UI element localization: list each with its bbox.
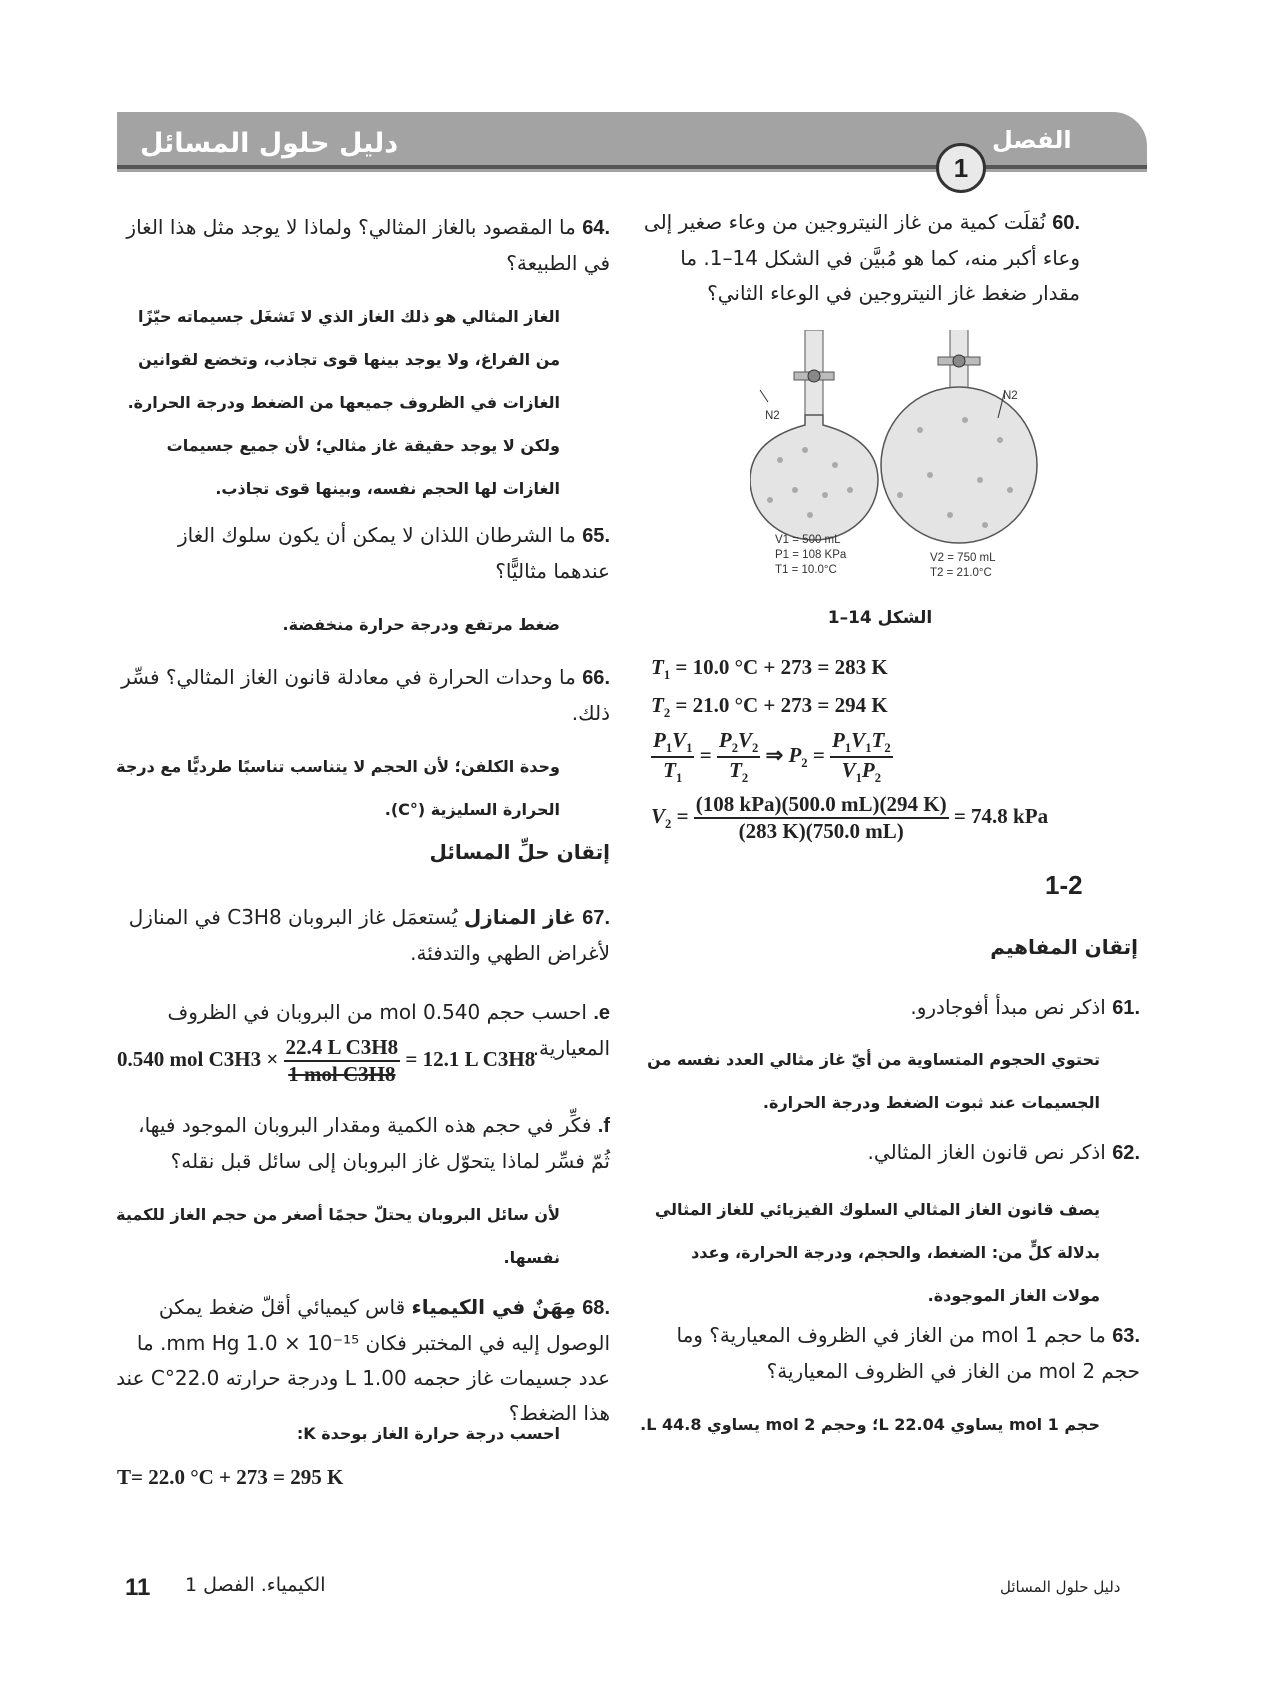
footer-chapter: الكيمياء. الفصل 1 <box>185 1574 326 1596</box>
answer-63: حجم 1 mol يساوي 22.04 L؛ وحجم 2 mol يساوي 44.8 L. <box>640 1415 1100 1434</box>
question-67e: e. احسب حجم 0.540 mol من البروبان في الظروف المعيارية. <box>167 1000 610 1060</box>
large-flask-label: N2 <box>1003 390 1018 402</box>
question-60 <box>640 205 1080 311</box>
question-65: .65 ما الشرطان اللذان لا يمكن أن يكون سلوك الغاز عندهما مثاليًّا؟ <box>177 523 610 583</box>
answer-66: وحدة الكلفن؛ لأن الحجم لا يتناسب تناسبًا طرديًّا مع درجة الحرارة السليزية (°C). <box>116 757 560 819</box>
chapter-label: الفصل <box>992 126 1072 154</box>
question-61: .61 اذكر نص مبدأ أفوجادرو. <box>910 995 1140 1019</box>
problems-heading: إتقان حلِّ المسائل <box>429 840 610 864</box>
answer-65: ضغط مرتفع ودرجة حرارة منخفضة. <box>282 615 560 634</box>
figure-caption: الشكل 14–1 <box>827 608 933 628</box>
question-62: .62 اذكر نص قانون الغاز المثالي. <box>867 1140 1140 1164</box>
question-67f: f. فكِّر في حجم هذه الكمية ومقدار البروبان الموجود فيها، ثُمّ فسِّر لماذا يتحوّل غاز البروبان إلى سائل قبل نقله؟ <box>138 1113 610 1173</box>
answer-61: تحتوي الحجوم المتساوية من أيّ غاز مثالي العدد نفسه من الجسيمات عند ثبوت الضغط ودرجة الحرارة. <box>647 1050 1100 1112</box>
answer-64: الغاز المثالي هو ذلك الغاز الذي لا تَشغَل جسيماته حيّزًا من الفراغ، ولا يوجد بينها قوى تجاذب، وتخضع لقوانين الغازات في الظروف جميعها من الضغط ودرجة الحرارة. ولكن لا يوجد حقيقة غاز مثالي؛ لأن جميع جسيمات الغازات لها الحجم نفسه، وبينها قوى تجاذب. <box>127 307 560 498</box>
question-67: .67 غاز المنازل يُستعمَل غاز البروبان C3H8 في المنازل لأغراض الطهي والتدفئة. <box>128 905 610 965</box>
small-flask <box>750 330 878 540</box>
calc-t2: $T_2 = 21.0$ °C + 273 = 294 K <box>651 693 888 721</box>
question-64: .64 ما المقصود بالغاز المثالي؟ ولماذا لا يوجد مثل هذا الغاز في الطبيعة؟ <box>126 215 610 275</box>
page-number: 11 <box>125 1574 151 1601</box>
section-number: 1-2 <box>1045 870 1083 900</box>
answer-68: احسب درجة حرارة الغاز بوحدة K: <box>296 1424 560 1443</box>
question-number: .60 <box>1052 212 1080 234</box>
calc-t1: $T_1 = 10.0$ °C + 273 = 283 K <box>651 655 888 683</box>
calc-v2: $V_2$ = $\frac{\text{(108 kPa)(500.0 mL)(294 K)}}{(283 K)(750.0 mL)}$ = 74.8 kPa <box>651 792 1049 843</box>
concepts-heading: إتقان المفاهيم <box>990 935 1138 959</box>
answer-62: يصف قانون الغاز المثالي السلوك الفيزيائي للغاز المثالي بدلالة كلٍّ من: الضغط، والحجم، ودرجة الحرارة، وعدد مولات الغاز الموجودة. <box>654 1200 1100 1305</box>
calc-68: T= 22.0 °C + 273 = 295 K <box>117 1465 344 1489</box>
question-68: .68 مِهَنٌ في الكيمياء قاس كيميائي أقلّ ضغط يمكن الوصول إليه في المختبر فكان mm Hg 1.0 × 10⁻¹⁵. ما عدد جسيمات غاز حجمه 1.00 L ودرجة حرارته 22.0°C عند هذا الضغط؟ <box>116 1295 610 1425</box>
question-63: .63 ما حجم 1 mol من الغاز في الظروف المعيارية؟ وما حجم 2 mol من الغاز في الظروف المعيارية؟ <box>676 1323 1140 1383</box>
large-flask-values: V2 = 750 mL T2 = 21.0°C <box>930 552 996 579</box>
small-flask-values: V1 = 500 mL P1 = 108 KPa T1 = 10.0°C <box>775 534 847 576</box>
footer-guide: دليل حلول المسائل <box>1000 1578 1121 1596</box>
header-rule <box>117 165 1147 169</box>
chapter-number-badge: 1 <box>936 143 986 193</box>
small-flask-label: N2 <box>765 410 780 422</box>
calc-67e: 0.540 mol C3H3 × $\frac{\text{22.4 L C3H8}}{\text{1 mol C3H8}}$ = 12.1 L C3H8 <box>117 1035 536 1086</box>
answer-67f: لأن سائل البروبان يحتلّ حجمًا أصغر من حجم الغاز للكمية نفسها. <box>116 1205 560 1267</box>
question-text: نُقلَت كمية من غاز النيتروجين من وعاء صغير إلى وعاء أكبر منه، كما هو مُبيَّن في الشكل 14–1. ما مقدار ضغط غاز النيتروجين في الوعاء الثاني؟ <box>643 210 1080 305</box>
question-66: .66 ما وحدات الحرارة في معادلة قانون الغاز المثالي؟ فسِّر ذلك. <box>121 665 610 725</box>
page-title: دليل حلول المسائل <box>140 128 399 159</box>
calc-gas-law: $\frac{P_1V_1}{T_1}$ = $\frac{P_2V_2}{T_2}$ ⇒ $P_2$ = $\frac{P_1V_1T_2}{V_1P_2}$ <box>653 728 891 786</box>
large-flask <box>881 330 1037 543</box>
